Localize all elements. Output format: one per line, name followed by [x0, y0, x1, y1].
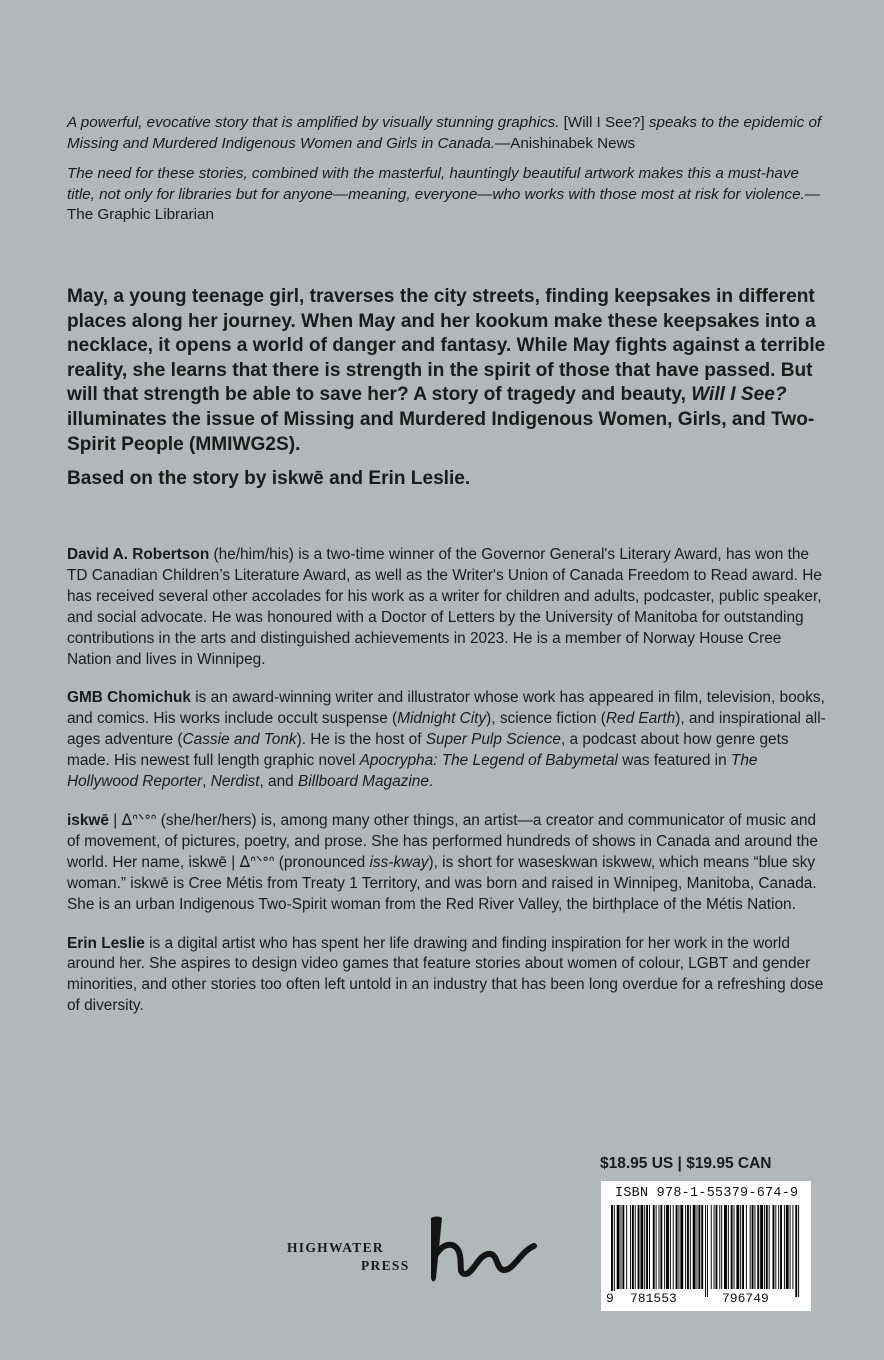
barcode-bar	[685, 1205, 686, 1289]
barcode-bar	[701, 1205, 703, 1289]
book-title: Will I See?	[691, 384, 787, 406]
barcode-bar	[780, 1205, 782, 1289]
book-description	[67, 285, 837, 502]
price-label: $18.95 US | $19.95 CAN	[600, 1155, 772, 1172]
barcode-bar	[784, 1205, 785, 1289]
story-credit: Based on the story by iskwē and Erin Leslie.	[67, 468, 471, 490]
barcode-bar	[760, 1205, 763, 1289]
barcode-bar	[754, 1205, 755, 1289]
review-2: The need for these stories, combined with the masterful, hauntingly beautiful artwork makes this a must-have title, not only for libraries but for anyone—meaning, everyone—who works with those most at risk for violence.—The Graphic Librarian	[67, 165, 820, 223]
bio-chomichuk: GMB Chomichuk is an award-winning writer and illustrator whose work has appeared in film, television, books, and comics. His works include occult suspense (Midnight City), science fiction (Red Earth), and inspirational all-ages adventure (Cassie and Tonk). He is the host of Super Pulp Science, a podcast about how genre gets made. His newest full length graphic novel Apocrypha: The Legend of Babymetal was featured in The Hollywood Reporter, Nerdist, and Billboard Magazine.	[67, 689, 826, 791]
review-1-source: —Anishinabek News	[495, 134, 636, 152]
barcode-bar	[705, 1205, 706, 1297]
barcode-bar	[622, 1205, 624, 1289]
barcode-bar	[764, 1205, 765, 1289]
barcode-bar	[724, 1205, 727, 1289]
barcode-bar	[731, 1205, 733, 1289]
barcode-bar	[621, 1205, 622, 1289]
barcode-bar	[673, 1205, 674, 1289]
barcode-bar	[678, 1205, 679, 1289]
barcode-bar	[734, 1205, 735, 1289]
barcode-bar	[630, 1205, 631, 1289]
barcode-bar	[766, 1205, 768, 1289]
barcode-bar	[719, 1205, 720, 1289]
barcode-bar	[707, 1205, 708, 1297]
barcode-bar	[638, 1205, 640, 1289]
description-paragraph: May, a young teenage girl, traverses the city streets, finding keepsakes in different places along her journey. When May and her kookum make these keepsakes into a necklace, it opens a world of danger and fantasy. While May fights against a terrible reality, she learns that there is strength in the spirit of those that have passed. But will that strength be able to save her? A story of tragedy and beauty, Will I See? illuminates the issue of Missing and Murdered Indigenous Women, Girls, and Two-Spirit People (MMIWG2S).	[67, 286, 826, 455]
barcode-bar	[752, 1205, 754, 1289]
barcode-bar	[746, 1205, 747, 1289]
publisher-name-line1: HIGHWATER	[287, 1240, 384, 1255]
barcode-bar	[790, 1205, 791, 1289]
barcode-bar	[687, 1205, 689, 1289]
barcode-bar	[798, 1205, 799, 1297]
barcode-bar	[697, 1205, 698, 1289]
barcode-bar	[664, 1205, 665, 1289]
barcode-bar	[690, 1205, 691, 1289]
barcode-bar	[649, 1205, 650, 1289]
barcode-bar	[632, 1205, 634, 1289]
barcode-bar	[757, 1205, 759, 1289]
barcode-bar	[716, 1205, 718, 1289]
barcode-bar	[773, 1205, 775, 1289]
contributor-bios	[67, 545, 827, 1035]
publisher-logo	[280, 1212, 550, 1292]
bio-robertson: David A. Robertson (he/him/his) is a two-time winner of the Governor General's Literary Award, has won the TD Canadian Children’s Literature Award, as well as the Writer's Union of Canada Freedom to Read award. He has received several other accolades for his work as a writer for children and adults, podcaster, public speaker, and social advocate. He was honoured with a Doctor of Letters by the University of Manitoba for outstanding contributions in the arts and distinguished achievements in 2023. He is a member of Norway House Cree Nation and lives in Winnipeg.	[67, 546, 822, 668]
review-2-source: —The Graphic Librarian	[67, 185, 820, 223]
isbn-barcode	[601, 1181, 811, 1311]
barcode-bar	[670, 1205, 671, 1289]
barcode-bar	[635, 1205, 636, 1289]
barcode-bar	[786, 1205, 789, 1289]
barcode-bar	[676, 1205, 678, 1289]
barcode-bar	[617, 1205, 620, 1289]
barcode-digits: 9 781553 796749	[606, 1291, 769, 1306]
barcode-bar	[680, 1205, 683, 1289]
barcode-bar	[614, 1205, 615, 1297]
barcode-bar	[721, 1205, 722, 1289]
review-1: A powerful, evocative story that is amplified by visually stunning graphics. [Will I See?] speaks to the epidemic of Missing and Murdered Indigenous Women and Girls in Canada.—Anishinabek News	[67, 114, 822, 152]
barcode-bar	[644, 1205, 645, 1289]
barcode-bar	[660, 1205, 662, 1289]
barcode-icon	[609, 1205, 803, 1297]
barcode-bar	[646, 1205, 648, 1289]
barcode-bar	[728, 1205, 729, 1289]
hw-logo-mark-icon	[422, 1212, 542, 1292]
review-quotes	[67, 113, 827, 236]
barcode-bar	[656, 1205, 657, 1289]
barcode-bar	[626, 1205, 627, 1289]
barcode-bar	[750, 1205, 751, 1289]
barcode-bar	[693, 1205, 696, 1289]
barcode-bar	[795, 1205, 797, 1297]
barcode-bar	[698, 1205, 700, 1289]
bio-iskwe: iskwē | ᐃᐢᐠᐤᐢ (she/her/hers) is, among many other things, an artist—a creator and communicator of music and of movement, of pictures, poetry, and prose. She has performed hundreds of shows in Canada and around the world. Her name, iskwē | ᐃᐢᐠᐤᐢ (pronounced iss-kway), is short for waseskwan iskwew, which means “blue sky woman.” iskwē is Cree Métis from Treaty 1 Territory, and was born and raised in Winnipeg, Manitoba, Canada. She is an urban Indigenous Two-Spirit woman from the Red River Valley, the birthplace of the Métis Nation.	[67, 811, 818, 913]
barcode-bar	[742, 1205, 744, 1289]
bio-leslie: Erin Leslie is a digital artist who has spent her life drawing and finding inspiration for her work in the world around her. She aspires to design video games that feature stories about women of colour, LGBT and gender minorities, and other stories too often left untold in an industry that has been long overdue for a refreshing dose of diversity.	[67, 934, 824, 1015]
barcode-bar	[714, 1205, 715, 1289]
barcode-bar	[736, 1205, 739, 1289]
barcode-bar	[711, 1205, 712, 1289]
isbn-number: ISBN 978-1-55379-674-9	[615, 1186, 799, 1201]
barcode-bar	[792, 1205, 793, 1289]
barcode-bar	[611, 1205, 613, 1297]
barcode-bar	[740, 1205, 741, 1289]
barcode-bar	[778, 1205, 779, 1289]
barcode-bar	[775, 1205, 776, 1289]
barcode-bar	[769, 1205, 770, 1289]
barcode-bar	[659, 1205, 660, 1289]
publisher-name-line2: PRESS	[361, 1258, 410, 1273]
barcode-bar	[640, 1205, 643, 1289]
barcode-bar	[653, 1205, 655, 1289]
barcode-bar	[666, 1205, 669, 1289]
